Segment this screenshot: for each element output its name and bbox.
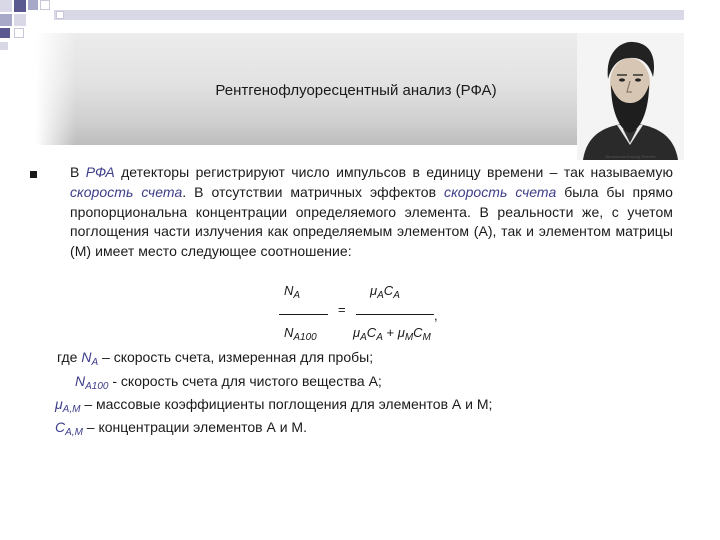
main-paragraph <box>70 163 673 262</box>
formula-comma: , <box>434 308 438 323</box>
corner-decoration <box>0 0 12 12</box>
corner-decoration <box>14 0 26 12</box>
formula-equals: = <box>338 302 346 317</box>
portrait-image <box>577 33 684 160</box>
top-band-decoration <box>54 10 684 20</box>
legend-line: $N_{A100}$ - скорость счета для чистого вещества А; <box>75 373 382 392</box>
formula-right-numerator: $\mu_AC_A$ <box>370 283 400 301</box>
paragraph-highlight: РФА <box>85 164 115 180</box>
legend-line: где $N_A$ – скорость счета, измеренная для пробы; <box>57 349 374 368</box>
paragraph-text: . В отсутствии матричных эффектов <box>182 183 445 200</box>
corner-decoration <box>0 28 10 38</box>
top-band-decoration <box>56 11 64 19</box>
corner-decoration <box>14 14 26 26</box>
bullet-marker <box>30 171 37 178</box>
corner-decoration <box>0 42 8 50</box>
formula-right-fraction-bar <box>356 314 434 315</box>
formula-left-denominator: $N_{A100}$ <box>284 325 317 343</box>
legend-line: $\mu_{A,M}$ – массовые коэффициенты поглощения для элементов А и М; <box>55 396 493 415</box>
formula-right-denominator: $\mu_AC_A + \mu_MC_M$ <box>353 325 431 343</box>
portrait-caption: Вильгельм Конрад Рентген <box>605 154 656 159</box>
paragraph-text: В <box>70 164 86 180</box>
legend-line: $C_{A,M}$ – концентрации элементов А и М. <box>55 419 307 438</box>
corner-decoration <box>28 0 38 10</box>
slide-title: Рентгенофлуоресцентный анализ (РФА) <box>215 82 497 99</box>
paragraph-highlight: скорость счета <box>70 183 183 200</box>
corner-decoration <box>40 0 50 10</box>
paragraph-text: детекторы регистрируют число импульсов в единицу времени – так называемую <box>114 164 673 180</box>
paragraph-highlight: скорость счета <box>444 183 557 200</box>
corner-decoration <box>0 14 12 26</box>
corner-decoration <box>14 28 24 38</box>
formula-left-numerator: $N_A$ <box>284 283 301 301</box>
formula-left-fraction-bar <box>279 314 328 315</box>
paragraph-text: была бы прямо пропорциональна концентрации определяемого элемента. В реальности же, с учетом поглощения части излучения как определяемым элементом (А), так и элементом матрицы (М) имеет место следующее соотношение: <box>70 183 673 260</box>
roentgen-portrait <box>577 33 684 160</box>
